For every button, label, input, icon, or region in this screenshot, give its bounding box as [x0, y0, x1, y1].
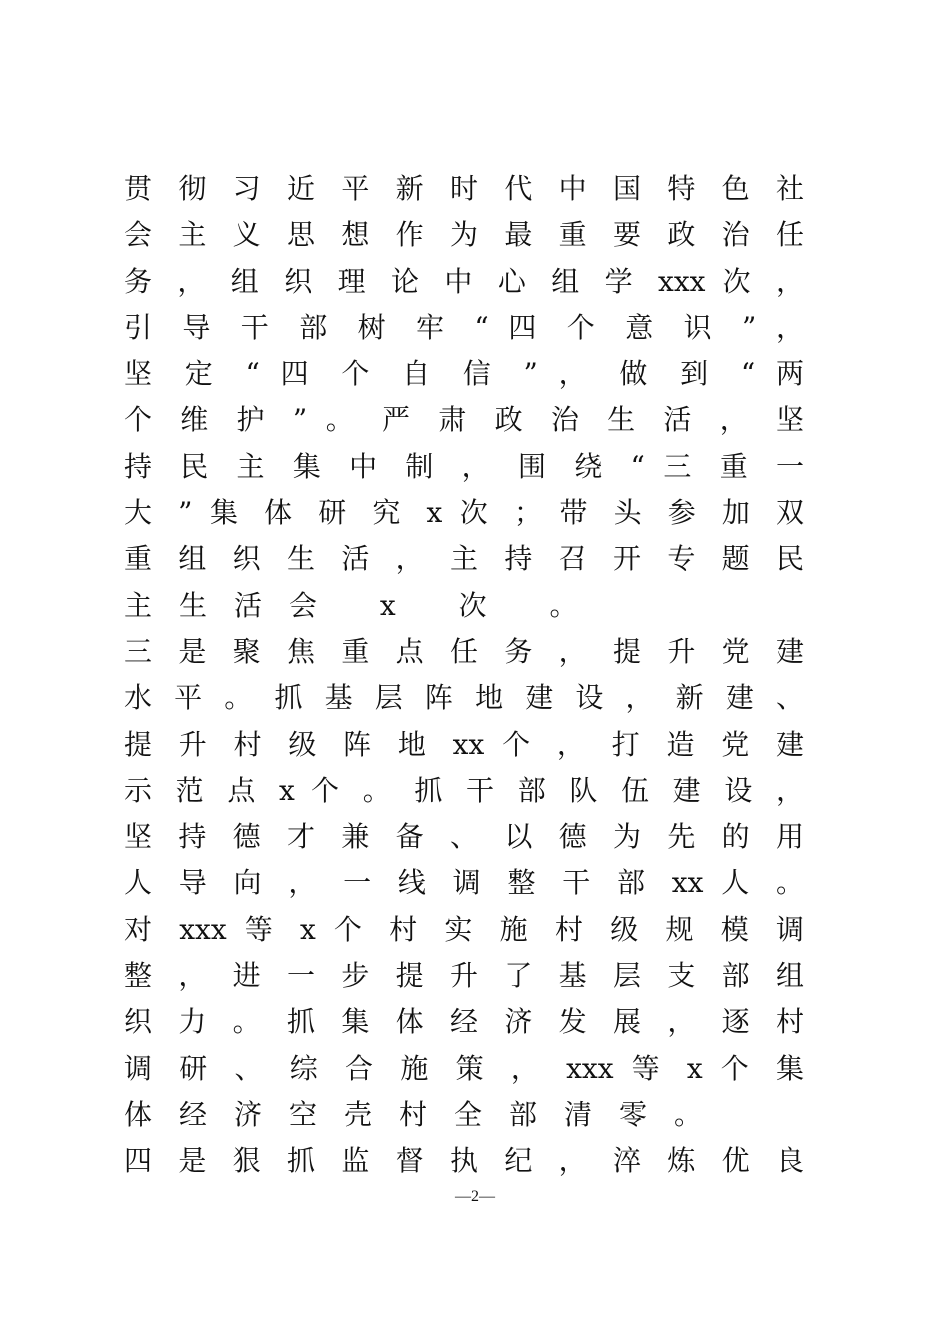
text-line: 整 ， 进 一 步 提 升 了 基 层 支 部 组 — [124, 959, 804, 993]
text-line: 提 升 村 级 阵 地 xx 个 ， 打 造 党 建 — [124, 727, 804, 761]
text-line: 四 是 狠 抓 监 督 执 纪 ， 淬 炼 优 良 — [124, 1144, 804, 1178]
text-line: 坚 定 “ 四 个 自 信 ” ， 做 到 “ 两 — [124, 357, 804, 391]
text-line: 务 ， 组 织 理 论 中 心 组 学 xxx 次 ， — [124, 264, 804, 298]
text-line: 会 主 义 思 想 作 为 最 重 要 政 治 任 — [124, 218, 804, 252]
text-line: 持 民 主 集 中 制 ， 围 绕 “ 三 重 一 — [124, 449, 804, 483]
text-line: 体经济空壳村全部清零。 — [124, 1097, 730, 1131]
text-line: 示 范 点 x 个 。 抓 干 部 队 伍 建 设 ， — [124, 773, 804, 807]
page-number: —2— — [455, 1188, 495, 1205]
text-line: 大 ” 集 体 研 究 x 次 ； 带 头 参 加 双 — [124, 496, 804, 530]
text-line: 重 组 织 生 活 ， 主 持 召 开 专 题 民 — [124, 542, 804, 576]
body-text — [124, 166, 804, 1185]
text-line: 调 研 、 综 合 施 策 ， xxx 等 x 个 集 — [124, 1051, 804, 1085]
text-line: 引 导 干 部 树 牢 “ 四 个 意 识 ” ， — [124, 310, 804, 344]
text-line: 织 力 。 抓 集 体 经 济 发 展 ， 逐 村 — [124, 1005, 804, 1039]
text-line: 对 xxx 等 x 个 村 实 施 村 级 规 模 调 — [124, 912, 804, 946]
text-line: 水 平 。 抓 基 层 阵 地 建 设 ， 新 建 、 — [124, 681, 804, 715]
text-line: 个 维 护 ” 。 严 肃 政 治 生 活 ， 坚 — [124, 403, 804, 437]
text-line: 人 导 向 ， 一 线 调 整 干 部 xx 人 。 — [124, 866, 804, 900]
text-line: 坚 持 德 才 兼 备 、 以 德 为 先 的 用 — [124, 820, 804, 854]
text-line: 三 是 聚 焦 重 点 任 务 ， 提 升 党 建 — [124, 634, 804, 668]
text-line: 贯 彻 习 近 平 新 时 代 中 国 特 色 社 — [124, 172, 804, 205]
text-line: 主生活会 x 次 。 — [124, 588, 605, 622]
